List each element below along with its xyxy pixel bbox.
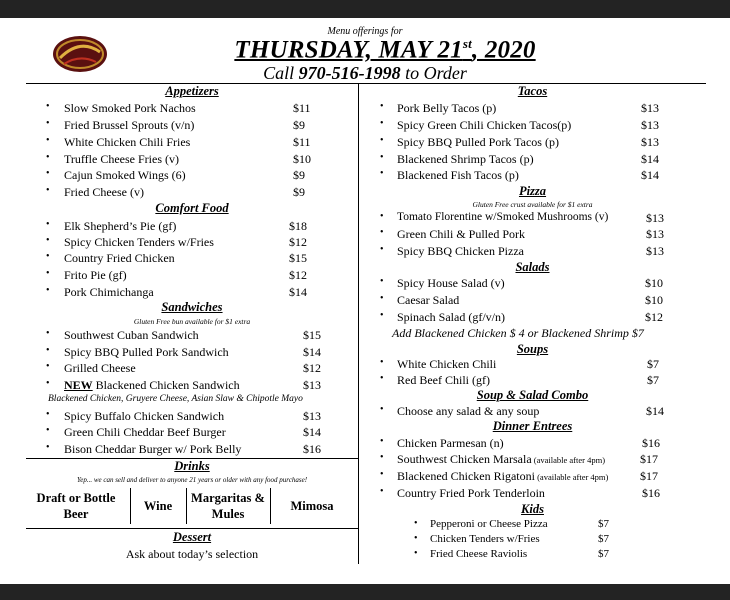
dessert-text: Ask about today’s selection (125, 547, 259, 561)
item-price: $9 (293, 118, 305, 132)
item-price: $13 (303, 409, 321, 423)
item-price: $12 (303, 361, 321, 375)
item-price: $7 (598, 548, 609, 560)
item-price: $7 (647, 373, 659, 387)
item-price: $10 (645, 293, 663, 307)
item-price: $9 (293, 168, 305, 182)
section-comfort-food-title: Comfort Food (155, 201, 229, 215)
item-price: $13 (641, 101, 659, 115)
item-price: $14 (303, 425, 321, 439)
item-price: $13 (303, 378, 321, 392)
item-price: $9 (293, 185, 305, 199)
section-appetizers-title: Appetizers (165, 84, 219, 98)
item-price: $13 (646, 211, 664, 225)
item-price: $13 (641, 118, 659, 132)
drinks-cell-wine: Wine (143, 499, 173, 513)
column-divider (358, 84, 359, 564)
item-price: $16 (303, 442, 321, 456)
item-price: $7 (598, 533, 609, 545)
item-price: $13 (641, 135, 659, 149)
pizza-note: Gluten Free crust available for $1 extra (472, 200, 593, 209)
item-price: $15 (289, 251, 307, 265)
sandwich-description: Blackened Chicken, Gruyere Cheese, Asian Slaw & Chipotle Mayo (48, 394, 303, 404)
item-price: $14 (641, 152, 659, 166)
item-price: $14 (646, 404, 664, 418)
item-price: $16 (642, 486, 660, 500)
item-price: $14 (289, 285, 307, 299)
item-price: $18 (289, 219, 307, 233)
section-pizza-title: Pizza (518, 184, 547, 198)
section-salads-title: Salads (515, 260, 550, 274)
drinks-cell-beer: Draft or Bottle Beer (36, 491, 116, 521)
item-price: $12 (289, 235, 307, 249)
item-price: $17 (640, 452, 658, 466)
item-price: $11 (293, 135, 311, 149)
section-kids-title: Kids (521, 502, 544, 516)
section-combo-title: Soup & Salad Combo (476, 388, 589, 402)
item-price: $12 (289, 268, 307, 282)
item-price: $7 (647, 357, 659, 371)
section-drinks-title: Drinks (174, 459, 210, 473)
section-sandwiches-title: Sandwiches (161, 300, 223, 314)
item-price: $17 (640, 469, 658, 483)
item-price: $13 (646, 244, 664, 258)
item-price: $13 (646, 227, 664, 241)
item-price: $14 (303, 345, 321, 359)
section-soups-title: Soups (516, 342, 549, 356)
sandwiches-note: Gluten Free bun available for $1 extra (133, 317, 251, 326)
menu-page: Menu offerings for THURSDAY, MAY 21st, 2020 Call 970-516-1998 to Order Appetizers • Slow Smoked Pork Nachos $11 • Fried Brussel Sprouts (v/n) $9 • White Chicken Chili Fries $11 • Truffle Cheese Fries (v) $10 • Cajun Smoked Wings (6) $9 • Fried Cheese (v) $9 Comfort Food • Elk Shepherd’s Pie (gf) $18 • Spicy Chicken Tenders w/Fries $12 • Country Fried Chicken $15 • Frito Pie (gf) $12 • Pork Chimichanga $14 Sandwiches Gluten Free bun available for $1 extra • Southwest Cuban Sandwich $15 • Spicy BBQ Pulled Pork Sandwich $14 • Grilled Cheese $12 • NEW Blackened Chicken Sandwich $13 Blackened Chicken, Gruyere Cheese, Asian Slaw & Chipotle Mayo • Spicy Buffalo Chicken Sandwich $13 • Green Chili Cheddar Beef Burger $14 • Bison Cheddar Burger w/ Pork Belly $16 Drinks Yep... we can sell and deliver to anyone 21 years or older with any food purchase! Draft or Bottle Beer Wine Margaritas & Mules Mimosa Dessert Ask about today’s selection Tacos • Pork Belly Tacos (p) $13 • Spicy Green Chili Chicken Tacos(p) $13 • Spicy BBQ Pulled Pork Tacos (p) $13 • Blackened Shrimp Tacos (p) $14 • Blackened Fish Tacos (p) $14 Pizza Gluten Free crust available for $1 extra • Tomato Florentine w/Smoked Mushrooms (v) $13 • Green Chili & Pulled Pork $13 • Spicy BBQ Chicken Pizza $13 Salads • Spicy House Salad (v) $10 • Caesar Salad $10 • Spinach Salad (gf/v/n) $12 Add Blackened Chicken $ 4 or Blackened Shrimp $7 Soups • White Chicken Chili $7 • Red Beef Chili (gf) $7 Soup & Salad Combo • Choose any salad & any soup $14 Dinner Entrees • Chicken Parmesan (n) $16 • Southwest Chicken Marsala (available after 4pm) $17 • Blackened Chicken Rigatoni (available after 4pm) $17 • Country Fried Pork Tenderloin $16 Kids • Pepperoni or Cheese Pizza $7 • Chicken Tenders w/Fries $7 • Fried Cheese Raviolis $7 (0, 18, 730, 584)
item-price: $10 (293, 152, 311, 166)
section-entrees-title: Dinner Entrees (492, 419, 573, 433)
section-dessert-title: Dessert (172, 530, 212, 544)
drinks-table (26, 484, 354, 528)
phone-number: 970-516-1998 (298, 63, 401, 83)
item-price: $16 (642, 436, 660, 450)
section-tacos-title: Tacos (517, 84, 548, 98)
menu-date: THURSDAY, MAY 21st, 2020 (234, 36, 536, 64)
item-price: $7 (598, 518, 609, 530)
drinks-note: Yep... we can sell and deliver to anyone 21 years or older with any food purchase! (76, 476, 308, 484)
item-price: $12 (645, 310, 663, 324)
call-to-order: Call 970-516-1998 to Order (263, 63, 467, 83)
item-price: $14 (641, 168, 659, 182)
drinks-cell-margaritas: Margaritas & Mules (191, 491, 265, 521)
bottom-bar (0, 584, 730, 600)
item-price: $10 (645, 276, 663, 290)
menu-offerings-label: Menu offerings for (327, 26, 403, 37)
dessert-divider (26, 528, 358, 529)
item-price: $15 (303, 328, 321, 342)
drinks-cell-mimosa: Mimosa (290, 499, 334, 513)
new-badge: NEW (64, 378, 93, 392)
item-price: $11 (293, 101, 311, 115)
salad-add-on: Add Blackened Chicken $ 4 or Blackened Shrimp $7 (392, 326, 644, 340)
